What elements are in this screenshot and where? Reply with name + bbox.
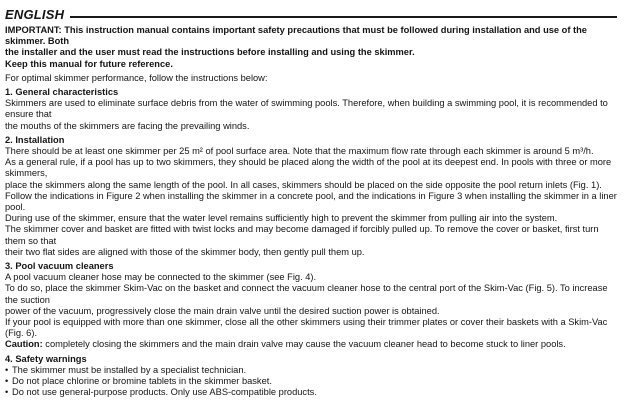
header-rule (70, 16, 617, 19)
installation-line: There should be at least one skimmer per 25 m² of pool surface area. Note that the maximum flow rate through each skimmer is around 5 m³/h. (5, 146, 594, 157)
optimal-performance-note: For optimal skimmer performance, follow the instructions below: (5, 72, 268, 83)
vacuum-line: To do so, place the skimmer Skim-Vac on the basket and connect the vacuum cleaner hose to the central port of the Skim-Vac (Fig. 5). To increase the suction (5, 283, 608, 305)
safety-bullet (5, 365, 617, 376)
manual-page (5, 3, 617, 399)
installation-line: place the skimmers along the same length of the pool. In all cases, skimmers should be placed on the side opposite the pool return inlets (Fig. 1). (5, 179, 602, 190)
important-line-2: the installer and the user must read the instructions before installing and using the skimmer. (5, 47, 415, 58)
bullet-dot: • (5, 376, 9, 387)
language-title: ENGLISH (5, 7, 65, 22)
section-title-installation: 2. Installation (5, 134, 65, 145)
bullet-dot: • (5, 387, 9, 398)
general-line: the mouths of the skimmers are facing the prevailing winds. (5, 120, 250, 131)
bullet-dot: • (5, 364, 9, 375)
installation-line: Follow the indications in Figure 2 when installing the skimmer in a concrete pool, and the indications in Figure 3 when installing the skimmer in a liner pool. (5, 190, 617, 213)
safety-bullet-text: Do not place chlorine or bromine tablets in the skimmer basket. (12, 376, 272, 387)
installation-line: their two flat sides are aligned with those of the skimmer body, then gently pull them up. (5, 246, 365, 257)
important-line-1 (5, 25, 617, 47)
section-title-safety: 4. Safety warnings (5, 353, 87, 364)
installation-line: The skimmer cover and basket are fitted with twist locks and may become damaged if forcibly pulled up. To remove the cover or basket, first turn them so that (5, 224, 599, 246)
vacuum-line: A pool vacuum cleaner hose may be connected to the skimmer (see Fig. 4). (5, 272, 317, 283)
section-title-general: 1. General characteristics (5, 87, 119, 98)
language-header (5, 3, 617, 21)
important-label: IMPORTANT: (5, 25, 62, 35)
vacuum-line: power of the vacuum, progressively close the main drain valve until the desired suction power is obtained. (5, 305, 440, 316)
safety-bullet (5, 376, 617, 387)
safety-bullet (5, 387, 617, 398)
caution-text: completely closing the skimmers and the main drain valve may cause the vacuum cleaner head to become stuck to liner pools. (45, 339, 566, 350)
caution-line (5, 339, 617, 350)
general-line: Skimmers are used to eliminate surface debris from the water of swimming pools. Therefore, when building a swimming pool, it is recommended to ensure that (5, 98, 608, 120)
safety-bullet-text: Do not use general-purpose products. Only use ABS-compatible products. (12, 387, 317, 398)
keep-manual-note: Keep this manual for future reference. (5, 58, 173, 69)
section-title-vacuum: 3. Pool vacuum cleaners (5, 261, 114, 272)
important-text-1: This instruction manual contains important safety precautions that must be followed during installation and use of the skimmer. Both (5, 25, 587, 47)
installation-line: As a general rule, if a pool has up to two skimmers, they should be placed along the width of the pool at its deepest end. In pools with three or more skimmers, (5, 157, 612, 179)
vacuum-line: If your pool is equipped with more than one skimmer, close all the other skimmers using their trimmer plates or cover their baskets with a Skim-Vac (Fig. 6). (5, 317, 608, 339)
safety-bullet-text: The skimmer must be installed by a specialist technician. (12, 364, 247, 375)
installation-line: During use of the skimmer, ensure that the water level remains sufficiently high to prevent the skimmer from pulling air into the system. (5, 213, 558, 224)
caution-label: Caution: (5, 339, 43, 350)
